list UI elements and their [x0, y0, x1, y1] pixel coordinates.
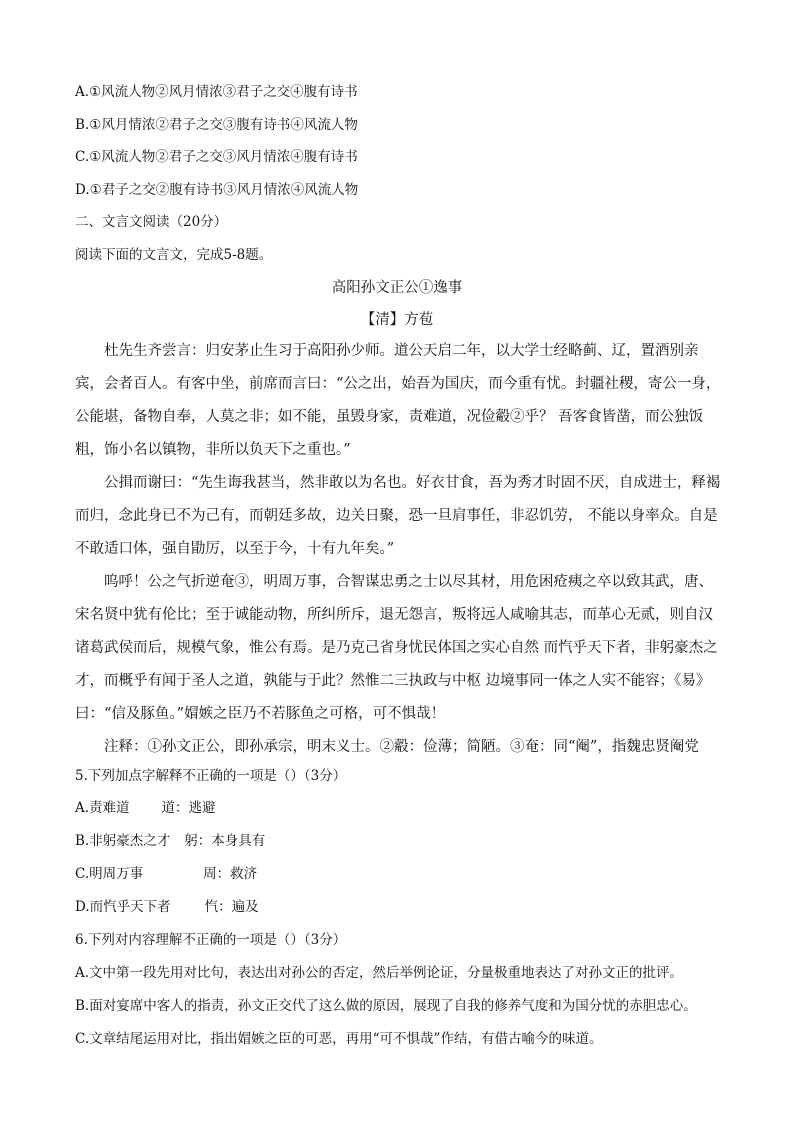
- option-a-q4: A.①风流人物②风月情浓③君子之交④腹有诗书: [75, 84, 358, 100]
- q5-option-a: A.责难道 道：逃避: [75, 800, 216, 816]
- instruction: 阅读下面的文言文，完成5-8题。: [75, 247, 273, 263]
- passage-paragraph: 杜先生齐尝言：归安茅止生习于高阳孙少师。道公天启二年，以大学士经略蓟、辽，置酒别亲宾，会者百人。有客中坐，前席而言曰：“公之出，始吾为国庆，而今重有忧。封疆社稷，寄公一身，公能堪，备物自奉，人莫之非；如不能，虽毁身家，责难道，况俭觳②乎？ 吾客食皆凿，而公独饭粗，饰小名以镇物，非所以负天下之重也。”: [75, 343, 721, 458]
- option-c-q4: C.①风流人物②君子之交③风月情浓④腹有诗书: [75, 149, 358, 165]
- passage-paragraph: 呜呼！公之气折逆奄③，明周万事，合智谋忠勇之士以尽其材，用危困疮痍之卒以致其武，唐、宋名贤中犹有伦比；至于诚能动物，所纠所斥，退无怨言，叛将远人咸喻其志，而革心无贰，则自汉诸葛武侯而后，规模气象，惟公有焉。是乃克己省身忧民体国之实心自然 而忾乎天下者，非躬豪杰之才，而概乎有闻于圣人之道，孰能与于此？然惟二三执政与中枢 边境事同一体之人实不能容；《易》曰：“信及豚鱼。”媢嫉之臣乃不若豚鱼之可格，可不惧哉！: [75, 574, 718, 722]
- passage-body: [75, 335, 725, 764]
- q6-stem: 6.下列对内容理解不正确的一项是（）（3分）: [75, 932, 347, 948]
- annotation-note: 注释：①孙文正公，即孙承宗，明末义士。②觳：俭薄；简陋。③奄：同“阉”，指魏忠贤阉党: [104, 739, 699, 755]
- option-b-q4: B.①风月情浓②君子之交③腹有诗书④风流人物: [75, 117, 358, 133]
- q5-option-d: D.而忾乎天下者 忾：遍及: [75, 899, 259, 915]
- passage-paragraph: 公揖而谢曰：“先生诲我甚当，然非敢以为名也。好衣甘食，吾为秀才时固不厌，自成进士，释褐而归，念此身已不为己有，而朝廷多故，边关日聚，恐一旦肩事任，非忍饥劳， 不能以身率众。自是不敢适口体，强自勖厉，以至于今，十有九年矣。”: [75, 475, 721, 557]
- q6-option-a: A.文中第一段先用对比句，表达出对孙公的否定，然后举例论证，分量极重地表达了对孙文正的批评。: [75, 965, 684, 981]
- q5-stem: 5.下列加点字解释不正确的一项是（）（3分）: [75, 768, 347, 784]
- q5-option-b: B.非躬豪杰之才 躬：本身具有: [75, 833, 266, 849]
- passage-title: 高阳孙文正公①逸事: [331, 280, 463, 296]
- q6-option-c: C.文章结尾运用对比，指出媢嫉之臣的可恶，再用“可不惧哉”作结，有借古喻今的味道。: [75, 1031, 603, 1047]
- section-title: 二、文言文阅读（20分）: [75, 214, 228, 230]
- option-d-q4: D.①君子之交②腹有诗书③风月情浓④风流人物: [75, 182, 359, 198]
- q5-option-c: C.明周万事 周：救济: [75, 866, 258, 882]
- passage-author: 【清】方苞: [360, 312, 434, 328]
- q6-option-b: B.面对宴席中客人的指责，孙文正交代了这么做的原因，展现了自我的修养气度和为国分忧的赤胆忠心。: [75, 998, 697, 1014]
